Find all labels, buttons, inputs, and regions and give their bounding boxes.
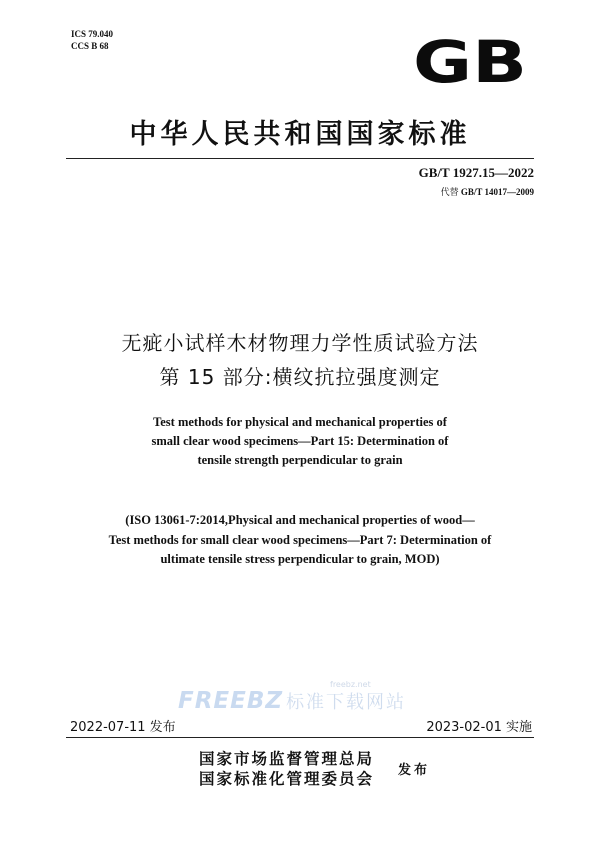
implementation-date: 2023-02-01 实施 <box>426 720 532 735</box>
top-divider <box>66 158 534 159</box>
ccs-code: CCS B 68 <box>71 41 109 51</box>
issue-date: 2022-07-11 发布 <box>70 720 176 735</box>
watermark-domain: freebz.net <box>330 680 371 689</box>
national-standard-title: 中华人民共和国国家标准 <box>129 119 471 150</box>
standard-number: GB/T 1927.15—2022 <box>418 165 534 180</box>
issuer-samr: 国家市场监督管理总局 <box>199 750 375 768</box>
english-title <box>0 413 600 470</box>
english-title-line: tensile strength perpendicular to grain <box>197 453 403 467</box>
replaces-label: 代替 <box>440 187 459 197</box>
english-title-line: Test methods for physical and mechanical properties of <box>153 415 447 429</box>
iso-reference-line: ultimate tensile stress perpendicular to grain, MOD) <box>160 552 440 566</box>
gb-logo <box>411 37 529 85</box>
english-title-line: small clear wood specimens—Part 15: Determination of <box>151 434 449 448</box>
replaces-number: GB/T 14017—2009 <box>460 187 534 197</box>
issue-label: 发布 <box>398 763 431 778</box>
issuer-sac: 国家标准化管理委员会 <box>199 770 375 788</box>
issuing-authorities <box>199 749 374 789</box>
watermark-text: 标准下载网站 <box>286 692 407 713</box>
iso-reference-line: (ISO 13061-7:2014,Physical and mechanical properties of wood— <box>125 513 475 527</box>
replaces-note <box>441 185 534 198</box>
chinese-title-line-2: 第 15 部分:横纹抗拉强度测定 <box>159 365 441 389</box>
iso-reference-line: Test methods for small clear wood specimens—Part 7: Determination of <box>108 532 492 547</box>
bottom-divider <box>66 737 534 738</box>
watermark-brand: FREEBZ <box>178 688 284 714</box>
ics-code: ICS 79.040 <box>71 29 114 39</box>
chinese-title-line-1: 无疵小试样木材物理力学性质试验方法 <box>121 331 479 355</box>
iso-reference <box>0 511 600 570</box>
watermark <box>178 680 407 716</box>
classification-codes <box>71 28 113 52</box>
gb-logo-text: GB <box>413 37 527 85</box>
